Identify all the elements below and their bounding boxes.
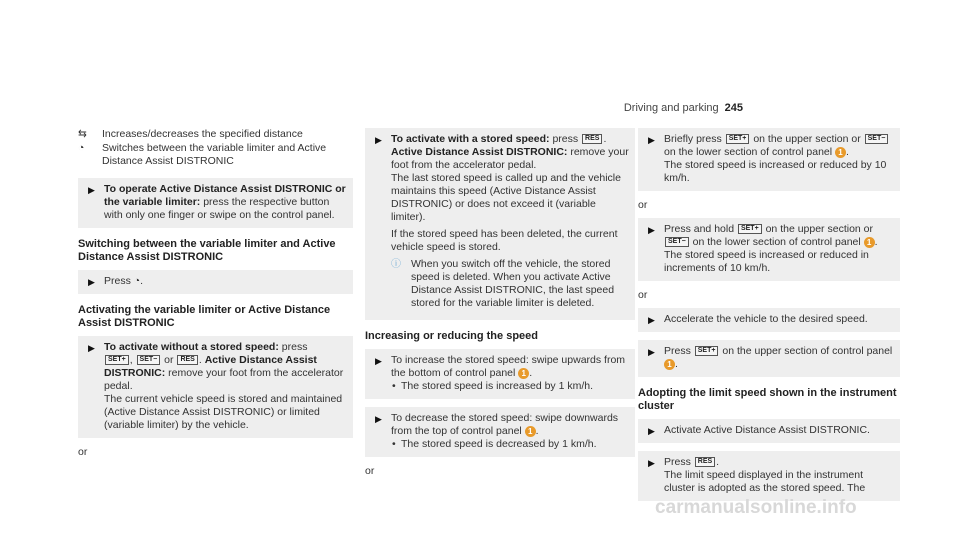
step-text: Press [104, 275, 131, 287]
set-minus-key-icon: SET− [137, 355, 161, 365]
step-text: Press [664, 456, 691, 468]
callout-icon: 1 [835, 147, 846, 158]
info-icon: ⓘ [391, 259, 401, 270]
step-text: To increase the stored speed: swipe upwards from the bottom of control panel [391, 354, 626, 379]
step-text: on the upper section of control panel [722, 345, 893, 357]
step-text: press [552, 133, 579, 145]
instruction-step [638, 218, 900, 281]
step-text: on the upper section or [765, 223, 873, 235]
step-text: on the upper section or [753, 133, 861, 145]
page-number: 245 [724, 102, 743, 114]
step-text: The current vehicle speed is stored and maintained (Active Distance Assist DISTRONIC) or limited (variable limiter) by the vehicle. [104, 393, 343, 431]
step-label: Active Distance Assist DISTRONIC: [104, 354, 317, 379]
step-arrow-icon: ▶ [648, 225, 655, 235]
limiter-icon: ◔ [78, 142, 85, 154]
callout-icon: 1 [864, 237, 875, 248]
step-text: The stored speed is increased or reduced by 10 km/h. [664, 159, 887, 184]
step-text: . [603, 133, 607, 145]
step-text: on the lower section of control panel [692, 236, 861, 248]
step-text: If the stored speed has been deleted, the current vehicle speed is stored. [391, 228, 618, 253]
instruction-step [78, 178, 353, 228]
section-heading: Activating the variable limiter or Active Distance Assist DISTRONIC [78, 304, 331, 329]
step-text: remove your foot from the accelerator pedal. [104, 367, 344, 392]
set-plus-key-icon: SET+ [105, 355, 129, 365]
step-text: . [535, 425, 539, 437]
or-text: or [638, 289, 648, 301]
res-key-icon: RES [695, 457, 715, 467]
or-text: or [638, 199, 648, 211]
bullet-item: • The stored speed is decreased by 1 km/h. [391, 438, 629, 451]
section-heading: Switching between the variable limiter and Active Distance Assist DISTRONIC [78, 238, 336, 263]
set-minus-key-icon: SET− [665, 237, 689, 247]
section-heading: Adopting the limit speed shown in the instrument cluster [638, 387, 897, 412]
limiter-icon: ◔ [133, 275, 141, 287]
instruction-step [638, 340, 900, 377]
step-arrow-icon: ▶ [88, 277, 95, 287]
note-text: When you switch off the vehicle, the stored speed is deleted. When you activate Active Distance Assist DISTRONIC, the last speed stored for the variable limiter is deleted. [411, 258, 615, 309]
step-text: . [716, 456, 720, 468]
instruction-step [638, 308, 900, 332]
step-text: . [140, 275, 144, 287]
icon-definition [78, 142, 353, 168]
res-key-icon: RES [582, 134, 602, 144]
step-text: , [129, 354, 133, 366]
instruction-step [638, 451, 900, 501]
instruction-step [365, 128, 635, 320]
step-text: . [198, 354, 202, 366]
page-header [624, 102, 743, 114]
step-text: . [529, 367, 533, 379]
step-label: Active Distance Assist DISTRONIC: [391, 146, 568, 158]
step-arrow-icon: ▶ [375, 135, 382, 145]
instruction-step [365, 349, 635, 399]
step-text: Press and hold [664, 223, 735, 235]
instruction-step [638, 128, 900, 191]
watermark: carmanualsonline.info [655, 497, 857, 518]
step-text: . [675, 358, 678, 370]
step-text: press the respective button with only one finger or swipe on the control panel. [104, 196, 335, 221]
or-text: or [365, 465, 375, 477]
step-text: . [846, 146, 849, 158]
step-arrow-icon: ▶ [88, 343, 95, 353]
step-arrow-icon: ▶ [648, 458, 655, 468]
step-text: Activate Active Distance Assist DISTRONIC. [664, 424, 870, 436]
set-plus-key-icon: SET+ [726, 134, 750, 144]
step-text: remove your foot from the accelerator pedal. [391, 146, 629, 171]
instruction-step [365, 407, 635, 457]
step-text: Briefly press [664, 133, 722, 145]
step-text: press [281, 341, 308, 353]
set-plus-key-icon: SET+ [738, 224, 762, 234]
step-text: The last stored speed is called up and the vehicle maintains this speed (Active Distance Assist DISTRONIC) or does not exceed it (variable limiter). [391, 172, 621, 223]
step-arrow-icon: ▶ [648, 347, 655, 357]
step-arrow-icon: ▶ [648, 315, 655, 325]
section-heading: Increasing or reducing the speed [365, 330, 538, 342]
definition-text: Increases/decreases the specified distance [102, 128, 303, 140]
step-arrow-icon: ▶ [375, 414, 382, 424]
info-note [391, 258, 629, 310]
step-text: Accelerate the vehicle to the desired speed. [664, 313, 868, 325]
definition-text: Switches between the variable limiter and Active Distance Assist DISTRONIC [102, 142, 327, 167]
bullet-item: • The stored speed is increased by 1 km/h. [391, 380, 629, 393]
instruction-step [78, 270, 353, 294]
step-label: To activate with a stored speed: [391, 133, 550, 145]
step-text: Press [664, 345, 691, 357]
step-arrow-icon: ▶ [88, 185, 95, 195]
or-text: or [78, 446, 88, 458]
step-label: To activate without a stored speed: [104, 341, 279, 353]
section-title: Driving and parking [623, 102, 719, 114]
instruction-step [78, 336, 353, 438]
callout-icon: 1 [664, 359, 675, 370]
column-2 [365, 128, 635, 482]
column-3 [638, 128, 900, 509]
step-text: or [164, 354, 174, 366]
step-text: The stored speed is increased or reduced in increments of 10 km/h. [664, 249, 869, 274]
callout-icon: 1 [525, 426, 536, 437]
step-arrow-icon: ▶ [648, 135, 655, 145]
step-text: . [874, 236, 878, 248]
res-key-icon: RES [177, 355, 197, 365]
instruction-step [638, 419, 900, 443]
step-label: To operate Active Distance Assist DISTRONIC or the variable limiter: [104, 183, 346, 208]
step-text: To decrease the stored speed: swipe downwards from the top of control panel [391, 412, 619, 437]
callout-icon: 1 [518, 368, 529, 379]
icon-definition [78, 128, 353, 141]
step-arrow-icon: ▶ [648, 426, 655, 436]
set-minus-key-icon: SET− [865, 134, 889, 144]
set-plus-key-icon: SET+ [695, 346, 719, 356]
column-1 [78, 128, 353, 463]
step-text: The limit speed displayed in the instrument cluster is adopted as the stored speed. The [664, 469, 866, 494]
step-arrow-icon: ▶ [375, 356, 382, 366]
step-text: on the lower section of control panel [664, 146, 833, 158]
distance-icon: ⇆ [78, 128, 87, 140]
